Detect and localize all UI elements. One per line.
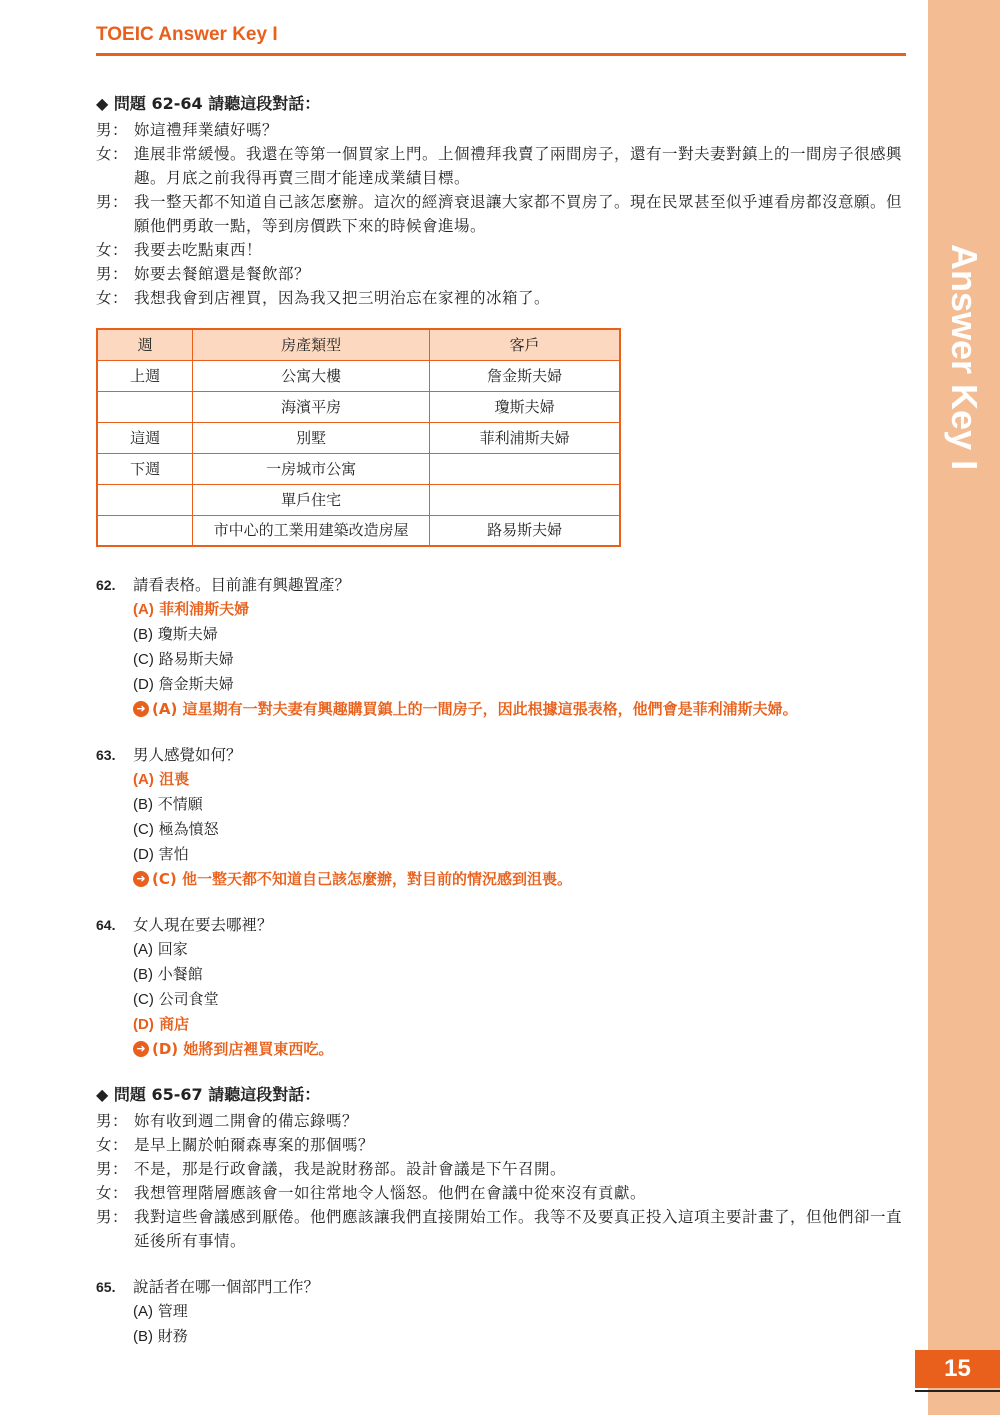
table-cell: 下週: [97, 453, 193, 484]
speaker: 女：: [96, 1184, 129, 1202]
option-letter: (A): [133, 1303, 153, 1320]
dialogue-line: [96, 118, 911, 142]
option-letter: (C): [133, 991, 154, 1008]
option-text: 小餐館: [157, 965, 203, 983]
question-62: [96, 573, 911, 721]
explanation: [96, 867, 911, 891]
header-rule: [96, 53, 906, 56]
sidebar-tab: [928, 0, 1000, 1415]
dialogue-line: [96, 262, 911, 286]
explanation: [96, 1037, 911, 1061]
option-letter: (B): [133, 1328, 153, 1345]
table-row: [97, 484, 620, 515]
section-heading: ◆ 問題 65-67 請聽這段對話：: [96, 1085, 321, 1104]
line-text: 我一整天都不知道自己該怎麼辦。這次的經濟衰退讓大家都不買房了。現在民眾甚至似乎連看房都沒意願。但願他們勇敢一點，等到房價跌下來的時候會進場。: [134, 193, 903, 235]
question-65: [96, 1275, 911, 1349]
line-text: 是早上關於帕爾森專案的那個嗎？: [134, 1136, 375, 1154]
question-stem: [96, 743, 911, 767]
explanation: [96, 697, 911, 721]
option-text: 財務: [157, 1327, 188, 1345]
column-header: 週: [97, 329, 193, 360]
dialogue: [96, 118, 911, 310]
line-text: 我想我會到店裡買，因為我又把三明治忘在家裡的冰箱了。: [134, 289, 551, 307]
question-stem: [96, 913, 911, 937]
question-63: [96, 743, 911, 891]
question-number: 64.: [96, 917, 116, 933]
option: [96, 1299, 911, 1324]
option: [96, 962, 911, 987]
option-letter: (D): [133, 676, 154, 693]
option-text: 回家: [157, 940, 188, 958]
option-letter: (A): [133, 941, 153, 958]
speaker: 女：: [96, 241, 129, 259]
option-text: 害怕: [158, 845, 189, 863]
option-text: 公司食堂: [158, 990, 219, 1008]
table-cell: 單戶住宅: [193, 484, 430, 515]
sidebar-label: [944, 244, 985, 471]
dialogue: [96, 1109, 911, 1253]
dialogue-line: [96, 238, 911, 262]
question-stem: [96, 1275, 911, 1299]
option-letter: (A): [133, 601, 154, 618]
option-text: 不情願: [157, 795, 203, 813]
explanation-letter: (C): [152, 870, 177, 888]
line-text: 我要去吃點東西！: [134, 241, 263, 259]
table-cell: [97, 484, 193, 515]
table-cell: 市中心的工業用建築改造房屋: [193, 515, 430, 546]
speaker: 男：: [96, 1112, 129, 1130]
page-content: [96, 92, 911, 1371]
option-letter: (B): [133, 796, 153, 813]
speaker: 男：: [96, 1208, 129, 1226]
question-text: 說話者在哪一個部門工作？: [133, 1278, 320, 1296]
dialogue-line: [96, 190, 911, 238]
option: [96, 987, 911, 1012]
speaker: 男：: [96, 1160, 129, 1178]
speaker: 女：: [96, 145, 129, 163]
header-title: TOEIC Answer Key I: [96, 24, 278, 45]
explanation-text: 她將到店裡買東西吃。: [183, 1040, 334, 1058]
arrow-right-circle-icon: ➜: [133, 1041, 149, 1057]
question-64: [96, 913, 911, 1061]
table-cell: 海濱平房: [193, 391, 430, 422]
line-text: 妳這禮拜業績好嗎？: [134, 121, 279, 139]
dialogue-line: [96, 1109, 911, 1133]
option-letter: (B): [133, 626, 153, 643]
option: [96, 792, 911, 817]
property-table: [96, 328, 621, 547]
option-text: 菲利浦斯夫婦: [159, 600, 250, 618]
explanation-text: 這星期有一對夫妻有興趣購買鎮上的一間房子，因此根據這張表格，他們會是菲利浦斯夫婦。: [182, 700, 798, 718]
table-cell: 一房城市公寓: [193, 453, 430, 484]
section-heading: ◆ 問題 62-64 請聽這段對話：: [96, 94, 321, 113]
dialogue-line: [96, 1133, 911, 1157]
table-cell: 公寓大樓: [193, 360, 430, 391]
option-text: 極為憤怒: [158, 820, 219, 838]
question-text: 女人現在要去哪裡？: [133, 916, 273, 934]
option: [96, 937, 911, 962]
option: [96, 647, 911, 672]
option: [96, 1324, 911, 1349]
dialogue-line: [96, 286, 911, 310]
question-text: 男人感覺如何？: [133, 746, 242, 764]
table-cell: 上週: [97, 360, 193, 391]
speaker: 女：: [96, 1136, 129, 1154]
explanation-text: 他一整天都不知道自己該怎麼辦，對目前的情況感到沮喪。: [181, 870, 572, 888]
question-number: 63.: [96, 747, 116, 763]
dialogue-line: [96, 1205, 911, 1253]
page-number: 15: [915, 1350, 1000, 1388]
table-cell: [430, 453, 620, 484]
page-number-rule: [915, 1390, 1000, 1392]
option-letter: (C): [133, 821, 154, 838]
explanation-letter: (D): [152, 1040, 179, 1058]
table-row: [97, 453, 620, 484]
speaker: 男：: [96, 121, 129, 139]
table-cell: 菲利浦斯夫婦: [430, 422, 620, 453]
table-row: [97, 360, 620, 391]
option-letter: (B): [133, 966, 153, 983]
line-text: 我想管理階層應該會一如往常地令人惱怒。他們在會議中從來沒有貢獻。: [134, 1184, 647, 1202]
option: [96, 817, 911, 842]
line-text: 我對這些會議感到厭倦。他們應該讓我們直接開始工作。我等不及要真正投入這項主要計畫了，但他們卻一直延後所有事情。: [134, 1208, 903, 1250]
line-text: 不是，那是行政會議，我是說財務部。設計會議是下午召開。: [134, 1160, 567, 1178]
option-letter: (D): [133, 1016, 154, 1033]
explanation-letter: (A): [152, 700, 178, 718]
option-text: 管理: [157, 1302, 188, 1320]
option: [96, 622, 911, 647]
table-header-row: [97, 329, 620, 360]
option-text: 商店: [159, 1015, 190, 1033]
table-cell: [97, 515, 193, 546]
arrow-right-circle-icon: ➜: [133, 871, 149, 887]
table-cell: 詹金斯夫婦: [430, 360, 620, 391]
sidebar-label-text: Answer Key I: [944, 244, 985, 471]
option: [96, 672, 911, 697]
speaker: 女：: [96, 289, 129, 307]
speaker: 男：: [96, 193, 129, 211]
table-cell: [430, 484, 620, 515]
arrow-right-circle-icon: ➜: [133, 701, 149, 717]
line-text: 妳有收到週二開會的備忘錄嗎？: [134, 1112, 359, 1130]
option-text: 沮喪: [159, 770, 190, 788]
option-correct: [96, 1012, 911, 1037]
option-letter: (D): [133, 846, 154, 863]
option-text: 瓊斯夫婦: [157, 625, 218, 643]
option-correct: [96, 597, 911, 622]
table-row: [97, 515, 620, 546]
option-letter: (C): [133, 651, 154, 668]
question-text: 請看表格。目前誰有興趣置產？: [133, 576, 351, 594]
speaker: 男：: [96, 265, 129, 283]
dialogue-line: [96, 1181, 911, 1205]
option-correct: [96, 767, 911, 792]
option-text: 路易斯夫婦: [158, 650, 234, 668]
question-number: 62.: [96, 577, 116, 593]
table-cell: 瓊斯夫婦: [430, 391, 620, 422]
column-header: 房產類型: [193, 329, 430, 360]
question-stem: [96, 573, 911, 597]
option: [96, 842, 911, 867]
table-cell: 這週: [97, 422, 193, 453]
dialogue-line: [96, 1157, 911, 1181]
table-row: [97, 391, 620, 422]
column-header: 客戶: [430, 329, 620, 360]
question-number: 65.: [96, 1279, 116, 1295]
line-text: 妳要去餐館還是餐飲部？: [134, 265, 311, 283]
table-cell: 別墅: [193, 422, 430, 453]
dialogue-line: [96, 142, 911, 190]
table-row: [97, 422, 620, 453]
line-text: 進展非常緩慢。我還在等第一個買家上門。上個禮拜我賣了兩間房子，還有一對夫妻對鎮上的一間房子很感興趣。月底之前我得再賣三間才能達成業績目標。: [134, 145, 903, 187]
table-cell: 路易斯夫婦: [430, 515, 620, 546]
page-header: [96, 24, 906, 46]
option-text: 詹金斯夫婦: [158, 675, 234, 693]
table-cell: [97, 391, 193, 422]
option-letter: (A): [133, 771, 154, 788]
